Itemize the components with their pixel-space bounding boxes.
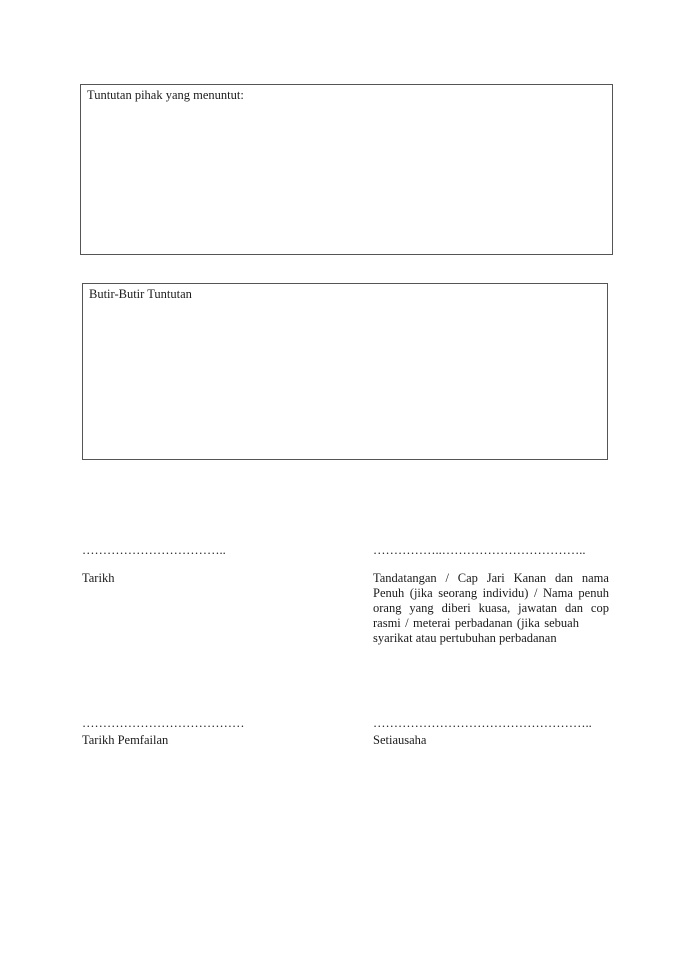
signature-description-word: dan [564,601,584,615]
signature-description-word: seorang [438,586,478,600]
signature-description-word: / [445,571,449,585]
secretary-dotted-line: …………………………………………….. [373,716,592,730]
signature-description-word: cop [590,601,609,615]
signature-description-word: orang [373,601,402,615]
date-dotted-line: …………………………….. [82,543,226,557]
signature-description-word: penuh [578,586,609,600]
signature-description-line [373,616,579,631]
signature-description-word: rasmi [373,616,401,630]
filing-date-dotted-line: ………………………………… [82,716,245,730]
signature-description-word: (jika [516,616,540,630]
filing-date-label: Tarikh Pemfailan [82,733,169,747]
signature-dotted-line: ……………..…………………………….. [373,543,586,557]
signature-description-word: Cap [457,571,478,585]
signature-description-line [373,586,609,601]
signature-description-word: sebuah [544,616,579,630]
signature-description-word: diberi [441,601,471,615]
signature-description-word: (jika [409,586,433,600]
signature-description-word: / [405,616,409,630]
signature-description-word: / [534,586,538,600]
claims-box [80,84,613,255]
signature-description-word: perbadanan [454,616,513,630]
claims-box-label: Tuntutan pihak yang menuntut: [87,88,244,102]
particulars-box-label: Butir-Butir Tuntutan [89,287,192,301]
signature-description-line [373,571,609,586]
signature-description-word: kuasa, [478,601,511,615]
signature-description-word: meterai [413,616,451,630]
signature-description-word: Jari [486,571,505,585]
signature-description-word: individu) [482,586,529,600]
secretary-label: Setiausaha [373,733,427,747]
signature-description-word: yang [409,601,434,615]
signature-description-line [373,631,609,646]
signature-description-word: Kanan [513,571,547,585]
date-label: Tarikh [82,571,115,585]
particulars-box [82,283,608,460]
signature-description-word: dan [554,571,574,585]
signature-description-word: Nama [543,586,573,600]
signature-description-word: jawatan [518,601,558,615]
signature-description-word: nama [581,571,609,585]
signature-description-line [373,601,609,616]
signature-description [373,571,609,646]
signature-description-word: syarikat atau pertubuhan perbadanan [373,631,557,645]
signature-description-word: Penuh [373,586,405,600]
signature-description-word: Tandatangan [373,571,437,585]
